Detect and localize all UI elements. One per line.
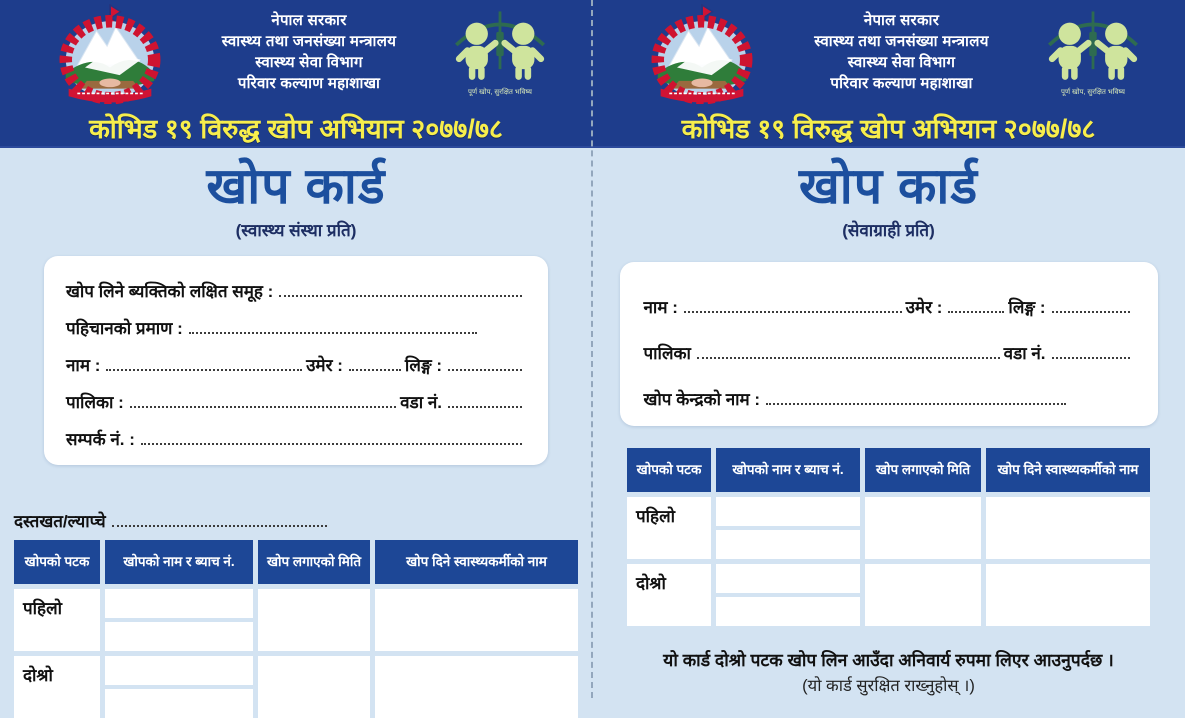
table-row (14, 589, 578, 651)
palika-label: पालिका (643, 344, 691, 363)
id-proof-label: पहिचानको प्रमाण : (66, 319, 183, 338)
blank-cell (865, 564, 981, 626)
blank-cell (986, 564, 1150, 626)
table-row (627, 564, 1150, 626)
campaign-title: कोभिड १९ विरुद्ध खोप अभियान २०७७/७८ (89, 114, 503, 144)
contact-label: सम्पर्क नं. : (66, 430, 135, 449)
immunization-logo-icon (1037, 4, 1149, 97)
campaign-title: कोभिड १९ विरुद्ध खोप अभियान २०७७/७८ (681, 114, 1096, 144)
logo-caption: पूर्ण खोप, सुरक्षित भविष्य (468, 89, 532, 96)
signature-blank-line (112, 525, 327, 527)
table-header-row (14, 540, 578, 584)
col-vaccine-name-batch: खोपको नाम र ब्याच नं. (105, 540, 253, 584)
blank-cell (258, 589, 370, 651)
gender-label: लिङ्ग : (404, 356, 442, 375)
age-label: उमेर : (306, 356, 343, 375)
vaccination-center-label: खोप केन्द्रको नाम : (643, 390, 761, 409)
keep-safe-note: (यो कार्ड सुरक्षित राख्नुहोस् ।) (802, 677, 975, 695)
vaccination-table (627, 448, 1150, 626)
blank-cell (105, 589, 253, 618)
name-blank-line (106, 369, 302, 371)
vaccine-batch-cells (716, 497, 860, 559)
ward-blank-line (448, 406, 522, 408)
field-contact (66, 416, 526, 453)
dose-second-label: दोश्रो (627, 564, 711, 626)
blank-cell (865, 497, 981, 559)
blank-cell (258, 656, 370, 718)
field-target-group (66, 268, 526, 305)
vaccination-table (14, 540, 578, 718)
target-group-blank-line (279, 295, 522, 297)
field-id-proof (66, 305, 526, 342)
blank-cell (105, 622, 253, 651)
target-group-label: खोप लिने ब्यक्तिको लक्षित समूह : (66, 282, 274, 301)
gov-line: नेपाल सरकार (863, 12, 940, 29)
dose-first-label: पहिलो (14, 589, 100, 651)
name-label: नाम : (66, 356, 101, 375)
ward-label: वडा नं. (400, 393, 442, 412)
col-health-worker-name: खोप दिने स्वास्थ्यकर्मीको नाम (986, 448, 1150, 492)
card-service-recipient-copy (592, 0, 1185, 698)
vaccine-batch-cells (105, 656, 253, 718)
signature-label: दस्तखत/ल्याप्चे (14, 512, 106, 531)
field-name-age-gender (66, 342, 526, 379)
signature-line (14, 509, 592, 535)
id-proof-blank-line (189, 332, 477, 334)
gov-line: स्वास्थ्य तथा जनसंख्या मन्त्रालय (221, 33, 397, 50)
table-row (627, 497, 1150, 559)
age-blank-line (349, 369, 401, 371)
name-label: नाम : (643, 298, 678, 317)
immunization-logo-icon (444, 4, 556, 97)
nepal-emblem-icon (644, 4, 766, 109)
gov-line: परिवार कल्याण महाशाखा (830, 75, 973, 92)
ward-blank-line (1052, 357, 1130, 359)
gov-line: नेपाल सरकार (271, 12, 347, 29)
vaccine-batch-cells (716, 564, 860, 626)
blank-cell (375, 656, 578, 718)
field-vaccination-center (644, 367, 1134, 413)
ministry-header (174, 4, 444, 94)
card-subtitle: (सेवाग्राही प्रति) (842, 221, 935, 240)
blank-cell (105, 689, 253, 718)
age-label: उमेर : (905, 298, 943, 317)
card-fold-divider (591, 0, 593, 698)
field-name-age-gender (644, 275, 1134, 321)
col-dose-number: खोपको पटक (627, 448, 711, 492)
header-band-top (0, 0, 592, 109)
age-blank-line (948, 311, 1004, 313)
blank-cell (375, 589, 578, 651)
mandatory-note: यो कार्ड दोश्रो पटक खोप लिन आउँदा अनिवार्य रुपमा लिएर आउनुपर्दछ । (663, 650, 1114, 670)
header-band-top (592, 0, 1185, 109)
ministry-header (766, 4, 1037, 94)
personal-info-box (44, 256, 548, 465)
gender-blank-line (1052, 311, 1130, 313)
gender-blank-line (448, 369, 522, 371)
gov-line: स्वास्थ्य तथा जनसंख्या मन्त्रालय (814, 33, 989, 50)
col-health-worker-name: खोप दिने स्वास्थ्यकर्मीको नाम (375, 540, 578, 584)
field-palika-ward (66, 379, 526, 416)
gov-line: परिवार कल्याण महाशाखा (237, 75, 381, 92)
col-vaccine-name-batch: खोपको नाम र ब्याच नं. (716, 448, 860, 492)
card-subtitle: (स्वास्थ्य संस्था प्रति) (235, 221, 357, 240)
ward-label: वडा नं. (1003, 344, 1046, 363)
field-palika-ward (644, 321, 1134, 367)
gender-label: लिङ्ग : (1008, 298, 1046, 317)
logo-caption: पूर्ण खोप, सुरक्षित भविष्य (1061, 89, 1125, 96)
gov-line: स्वास्थ्य सेवा विभाग (847, 54, 956, 71)
col-vaccination-date: खोप लगाएको मिति (865, 448, 981, 492)
vaccine-batch-cells (105, 589, 253, 651)
palika-blank-line (697, 357, 1000, 359)
blank-cell (986, 497, 1150, 559)
card-title: खोप कार्ड (206, 158, 386, 214)
nepal-emblem-icon (52, 4, 174, 109)
table-header-row (627, 448, 1150, 492)
blank-cell (716, 597, 860, 626)
table-row (14, 656, 578, 718)
vaccination-center-blank-line (766, 403, 1066, 405)
dose-second-label: दोश्रो (14, 656, 100, 718)
card-title: खोप कार्ड (798, 158, 979, 214)
blank-cell (716, 497, 860, 526)
dose-first-label: पहिलो (627, 497, 711, 559)
header-band (592, 0, 1185, 148)
card-health-institution-copy (0, 0, 592, 698)
header-band (0, 0, 592, 148)
gov-line: स्वास्थ्य सेवा विभाग (255, 54, 363, 71)
col-dose-number: खोपको पटक (14, 540, 100, 584)
blank-cell (716, 530, 860, 559)
blank-cell (105, 656, 253, 685)
blank-cell (716, 564, 860, 593)
palika-label: पालिका : (66, 393, 124, 412)
contact-blank-line (141, 443, 522, 445)
name-blank-line (684, 311, 902, 313)
personal-info-box (620, 262, 1158, 426)
palika-blank-line (130, 406, 396, 408)
col-vaccination-date: खोप लगाएको मिति (258, 540, 370, 584)
